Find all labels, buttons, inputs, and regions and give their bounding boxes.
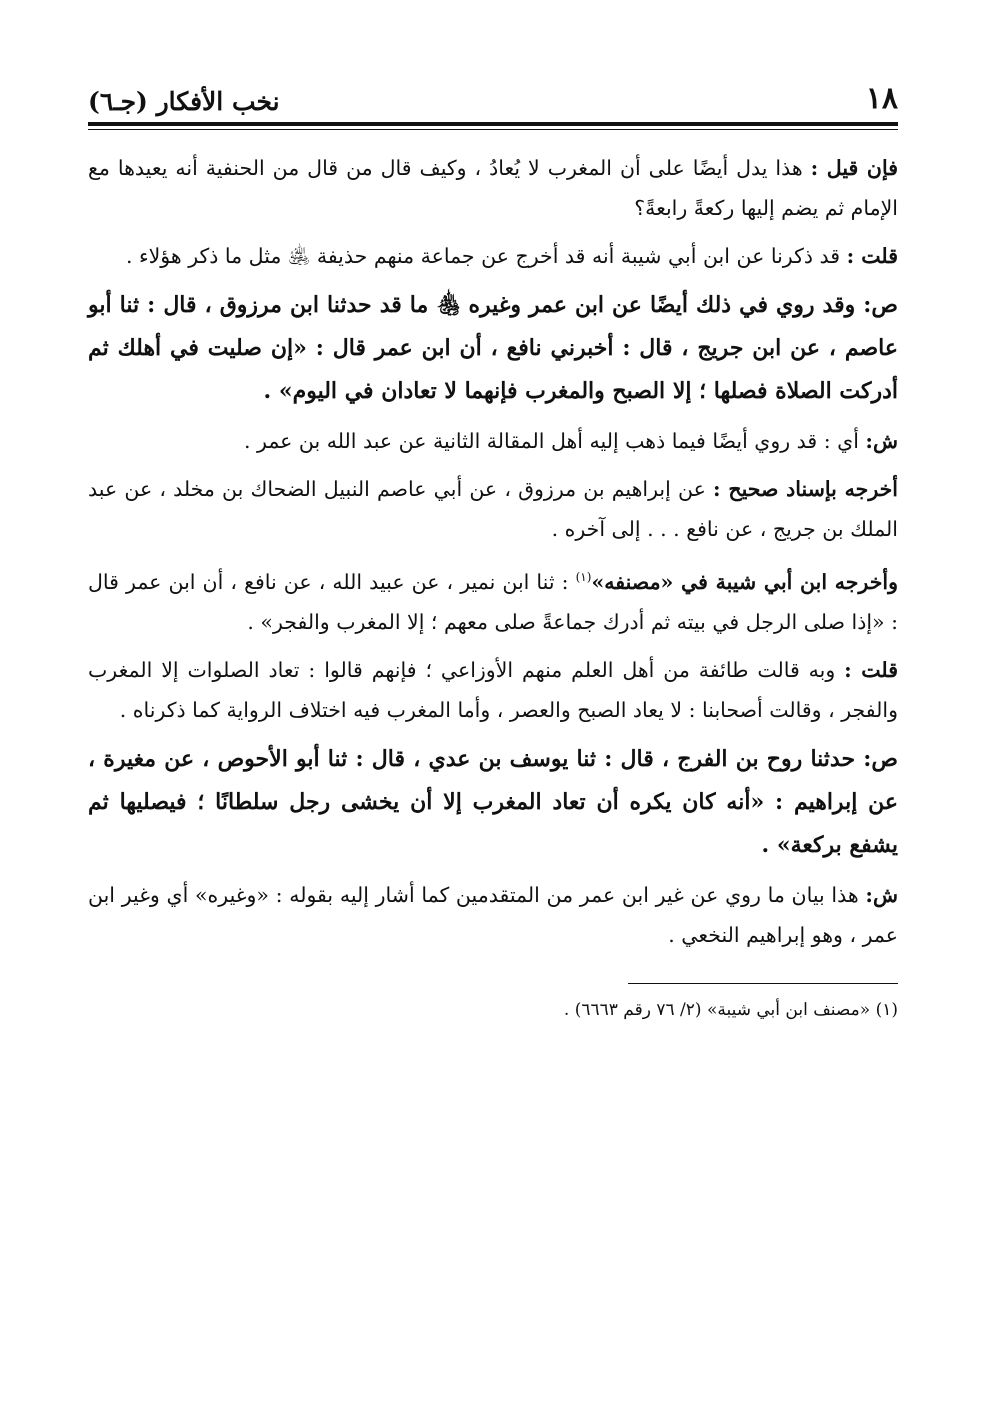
paragraph bbox=[88, 148, 898, 228]
paragraph bbox=[88, 875, 898, 955]
paragraph bbox=[88, 421, 898, 461]
page bbox=[88, 72, 898, 1024]
paragraph-lead: ص: bbox=[863, 292, 898, 318]
paragraph bbox=[88, 650, 898, 730]
paragraph-text: هذا يدل أيضًا على أن المغرب لا يُعادُ ، وكيف قال من قال من الحنفية أنه يعيدها مع الإمام ثم يضم إليها ركعةً رابعةً؟ bbox=[88, 156, 898, 220]
paragraph-text: وقد روي في ذلك أيضًا عن ابن عمر وغيره ﵃ ما قد حدثنا ابن مرزوق ، قال : ثنا أبو عاصم ، عن ابن جريج ، قال : أخبرني نافع ، أن ابن عمر قال : «إن صليت في أهلك ثم أدركت الصلاة فصلها ؛ إلا الصبح والمغرب فإنهما لا تعادان في اليوم» . bbox=[88, 292, 898, 404]
paragraph-lead: قلت : bbox=[844, 657, 898, 682]
paragraph-lead: أخرجه بإسناد صحيح : bbox=[712, 477, 899, 501]
paragraph-text: قد ذكرنا عن ابن أبي شيبة أنه قد أخرج عن جماعة منهم حذيفة ﵁ مثل ما ذكر هؤلاء . bbox=[125, 244, 847, 268]
paragraph bbox=[88, 236, 898, 276]
paragraph-matn bbox=[88, 738, 898, 867]
main-text bbox=[88, 148, 898, 1024]
paragraph-lead: ش: bbox=[865, 429, 898, 453]
footnote: (١) «مصنف ابن أبي شيبة» (٢/ ٧٦ رقم ٦٦٦٣) . bbox=[563, 999, 898, 1020]
paragraph-matn bbox=[88, 284, 898, 413]
paragraph-lead: ص: bbox=[863, 745, 898, 772]
paragraph-text: عن إبراهيم بن مرزوق ، عن أبي عاصم النبيل الضحاك بن مخلد ، عن عبد الملك بن جريج ، عن نافع . . . إلى آخره . bbox=[88, 477, 898, 541]
paragraph-lead: قلت : bbox=[846, 244, 898, 268]
paragraph-lead: ش: bbox=[865, 882, 898, 907]
paragraph-text: حدثنا روح بن الفرج ، قال : ثنا يوسف بن عدي ، قال : ثنا أبو الأحوص ، عن مغيرة ، عن إبراهيم : «أنه كان يكره أن تعاد المغرب إلا أن يخشى رجل سلطانًا ؛ فيصليها ثم يشفع بركعة» . bbox=[88, 745, 898, 858]
paragraph-text: وبه قالت طائفة من أهل العلم منهم الأوزاعي ؛ فإنهم قالوا : تعاد الصلوات إلا المغرب والفجر ، وقالت أصحابنا : لا يعاد الصبح والعصر ، وأما المغرب فيه اختلاف الرواية كما ذكرناه . bbox=[88, 657, 898, 722]
footnote-ref[interactable]: (١) bbox=[575, 570, 592, 584]
book-title: نخب الأفكار (جـ٦) bbox=[88, 87, 280, 116]
paragraph-text: أي : قد روي أيضًا فيما ذهب إليه أهل المقالة الثانية عن عبد الله بن عمر . bbox=[243, 429, 866, 453]
paragraph bbox=[88, 469, 898, 549]
paragraph bbox=[88, 557, 898, 642]
header-rule-thick bbox=[88, 122, 898, 126]
paragraph-lead: وأخرجه ابن أبي شيبة في «مصنفه» bbox=[591, 569, 898, 594]
paragraph-text: : ثنا ابن نمير ، عن عبيد الله ، عن نافع ، أن ابن عمر قال : «إذا صلى الرجل في بيته ثم أدرك جماعةً صلى معهم ؛ إلا المغرب والفجر» . bbox=[88, 569, 898, 634]
footnote-separator bbox=[628, 983, 898, 984]
running-header bbox=[88, 72, 898, 116]
page-number: ١٨ bbox=[865, 81, 898, 116]
paragraph-lead: فإن قيل : bbox=[810, 156, 898, 180]
paragraph-text: هذا بيان ما روي عن غير ابن عمر من المتقدمين كما أشار إليه بقوله : «وغيره» أي وغير ابن عمر ، وهو إبراهيم النخعي . bbox=[88, 882, 898, 947]
header-rule-thin bbox=[88, 129, 898, 130]
